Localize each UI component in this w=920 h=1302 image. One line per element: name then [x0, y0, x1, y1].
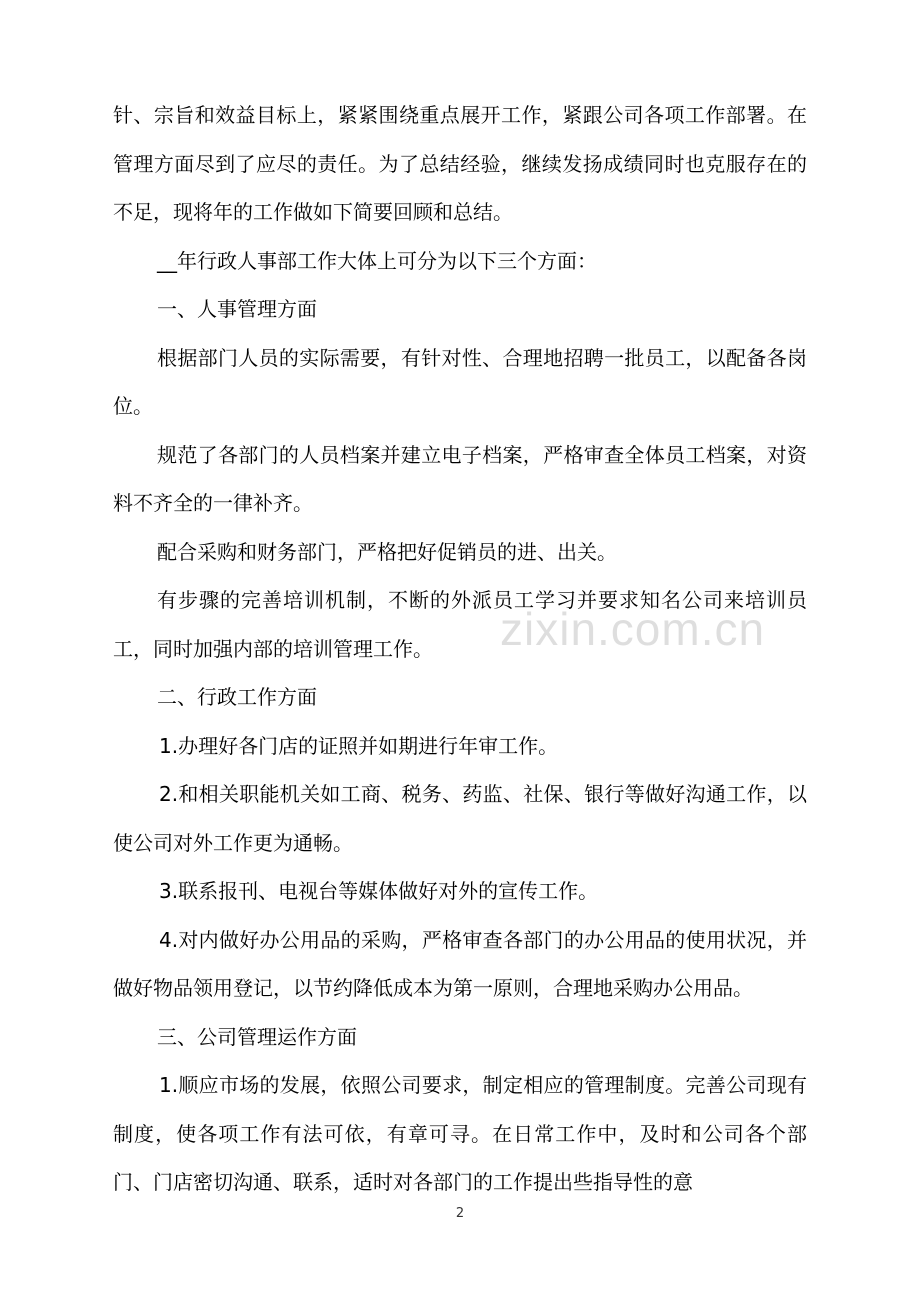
- paragraph: __年行政人事部工作大体上可分为以下三个方面：: [157, 248, 597, 273]
- list-item: 2.和相关职能机关如工商、税务、药监、社保、银行等做好沟通工作，以使公司对外工作更为通畅。: [113, 782, 807, 855]
- list-item: 3.联系报刊、电视台等媒体做好对外的宣传工作。: [159, 879, 599, 903]
- paragraph: 有步骤的完善培训机制，不断的外派员工学习并要求知名公司来培训员工，同时加强内部的培训管理工作。: [113, 588, 807, 661]
- list-item: 4.对内做好办公用品的采购，严格审查各部门的办公用品的使用状况，并做好物品领用登记，以节约降低成本为第一原则，合理地采购办公用品。: [113, 927, 807, 1000]
- paragraph: 针、宗旨和效益目标上，紧紧围绕重点展开工作，紧跟公司各项工作部署。在管理方面尽到了应尽的责任。为了总结经验，继续发扬成绩同时也克服存在的不足，现将年的工作做如下简要回顾和总结。: [113, 103, 807, 224]
- page-number: 2: [455, 1206, 465, 1221]
- paragraph: 根据部门人员的实际需要，有针对性、合理地招聘一批员工，以配备各岗位。: [113, 345, 807, 418]
- list-item: 1.办理好各门店的证照并如期进行年审工作。: [159, 733, 559, 758]
- watermark: zixin.com.cn: [500, 603, 766, 655]
- paragraph: 规范了各部门的人员档案并建立电子档案，严格审查全体员工档案，对资料不齐全的一律补齐。: [113, 442, 807, 515]
- section-heading: 二、行政工作方面: [157, 685, 317, 709]
- list-item: 1.顺应市场的发展，依照公司要求，制定相应的管理制度。完善公司现有制度，使各项工作有法可依，有章可寻。在日常工作中，及时和公司各个部门、门店密切沟通、联系，适时对各部门的工作提出些指导性的意: [113, 1073, 807, 1194]
- section-heading: 三、公司管理运作方面: [157, 1024, 357, 1049]
- section-heading: 一、人事管理方面: [157, 297, 317, 321]
- paragraph: 配合采购和财务部门，严格把好促销员的进、出关。: [157, 539, 617, 564]
